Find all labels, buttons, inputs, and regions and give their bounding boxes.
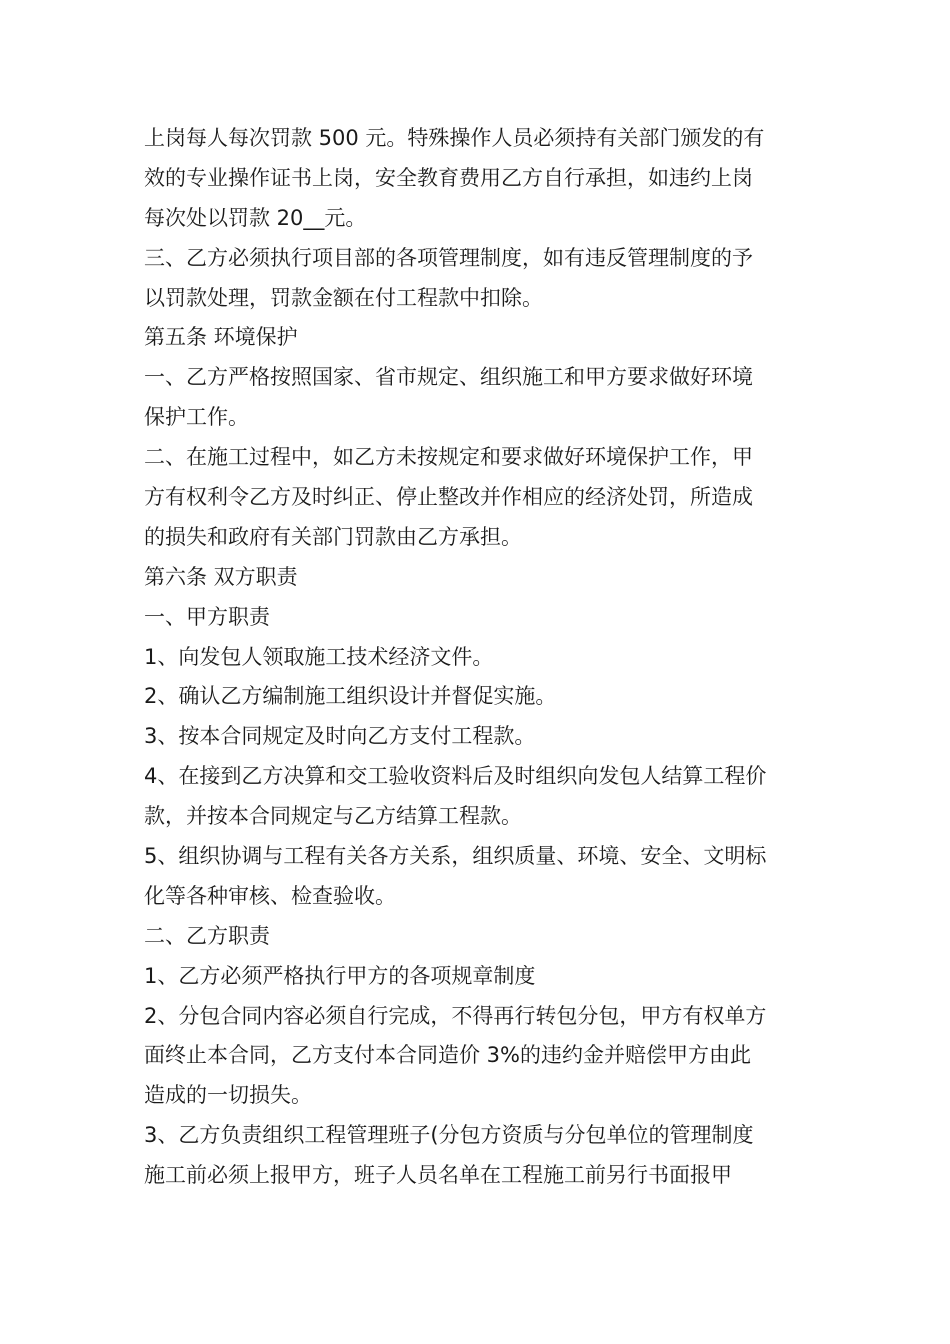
- text-line: 三、乙方必须执行项目部的各项管理制度，如有违反管理制度的予: [144, 245, 753, 270]
- text-line: 1、向发包人领取施工技术经济文件。: [144, 644, 494, 669]
- text-line: 2、分包合同内容必须自行完成，不得再行转包分包，甲方有权单方: [144, 1003, 767, 1028]
- paragraph: [144, 1116, 824, 1196]
- document-body: [144, 119, 824, 1196]
- text-line: 1、乙方必须严格执行甲方的各项规章制度: [144, 963, 536, 988]
- text-line: 一、甲方职责: [144, 604, 270, 629]
- paragraph: [144, 438, 824, 558]
- text-line: 2、确认乙方编制施工组织设计并督促实施。: [144, 684, 557, 709]
- text-line: 上岗每人每次罚款 500 元。特殊操作人员必须持有关部门颁发的有: [144, 126, 765, 150]
- text-line: 第六条 双方职责: [144, 564, 298, 589]
- paragraph: [144, 239, 824, 319]
- paragraph: [144, 358, 824, 438]
- paragraph: [144, 318, 824, 358]
- text-line: 以罚款处理，罚款金额在付工程款中扣除。: [144, 285, 543, 310]
- text-line: 二、在施工过程中，如乙方未按规定和要求做好环境保护工作，甲: [144, 445, 753, 470]
- paragraph: [144, 837, 824, 917]
- text-line: 方有权利令乙方及时纠正、停止整改并作相应的经济处罚，所造成: [144, 485, 753, 510]
- paragraph: [144, 757, 824, 837]
- text-line: 3、按本合同规定及时向乙方支付工程款。: [144, 724, 536, 749]
- text-line: 款，并按本合同规定与乙方结算工程款。: [144, 804, 522, 829]
- text-line: 施工前必须上报甲方，班子人员名单在工程施工前另行书面报甲: [144, 1163, 732, 1188]
- text-line: 5、组织协调与工程有关各方关系，组织质量、环境、安全、文明标: [144, 844, 767, 869]
- paragraph: [144, 917, 824, 957]
- text-line: 第五条 环境保护: [144, 325, 298, 350]
- text-line: 4、在接到乙方决算和交工验收资料后及时组织向发包人结算工程价: [144, 764, 767, 789]
- text-line: 效的专业操作证书上岗，安全教育费用乙方自行承担，如违约上岗: [144, 165, 753, 190]
- paragraph: [144, 717, 824, 757]
- paragraph: [144, 119, 824, 239]
- paragraph: [144, 598, 824, 638]
- text-line: 一、乙方严格按照国家、省市规定、组织施工和甲方要求做好环境: [144, 365, 753, 390]
- paragraph: [144, 957, 824, 997]
- paragraph: [144, 558, 824, 598]
- text-line: 二、乙方职责: [144, 923, 270, 948]
- text-line: 面终止本合同，乙方支付本合同造价 3%的违约金并赔偿甲方由此: [144, 1043, 751, 1068]
- paragraph: [144, 638, 824, 678]
- paragraph: [144, 677, 824, 717]
- text-line: 的损失和政府有关部门罚款由乙方承担。: [144, 524, 522, 549]
- text-line: 3、乙方负责组织工程管理班子(分包方资质与分包单位的管理制度: [144, 1123, 754, 1148]
- text-line: 化等各种审核、检查验收。: [144, 883, 396, 908]
- text-line: 保护工作。: [144, 405, 249, 430]
- paragraph: [144, 997, 824, 1117]
- text-line: 造成的一切损失。: [144, 1083, 312, 1108]
- text-line: 每次处以罚款 20__元。: [144, 205, 367, 230]
